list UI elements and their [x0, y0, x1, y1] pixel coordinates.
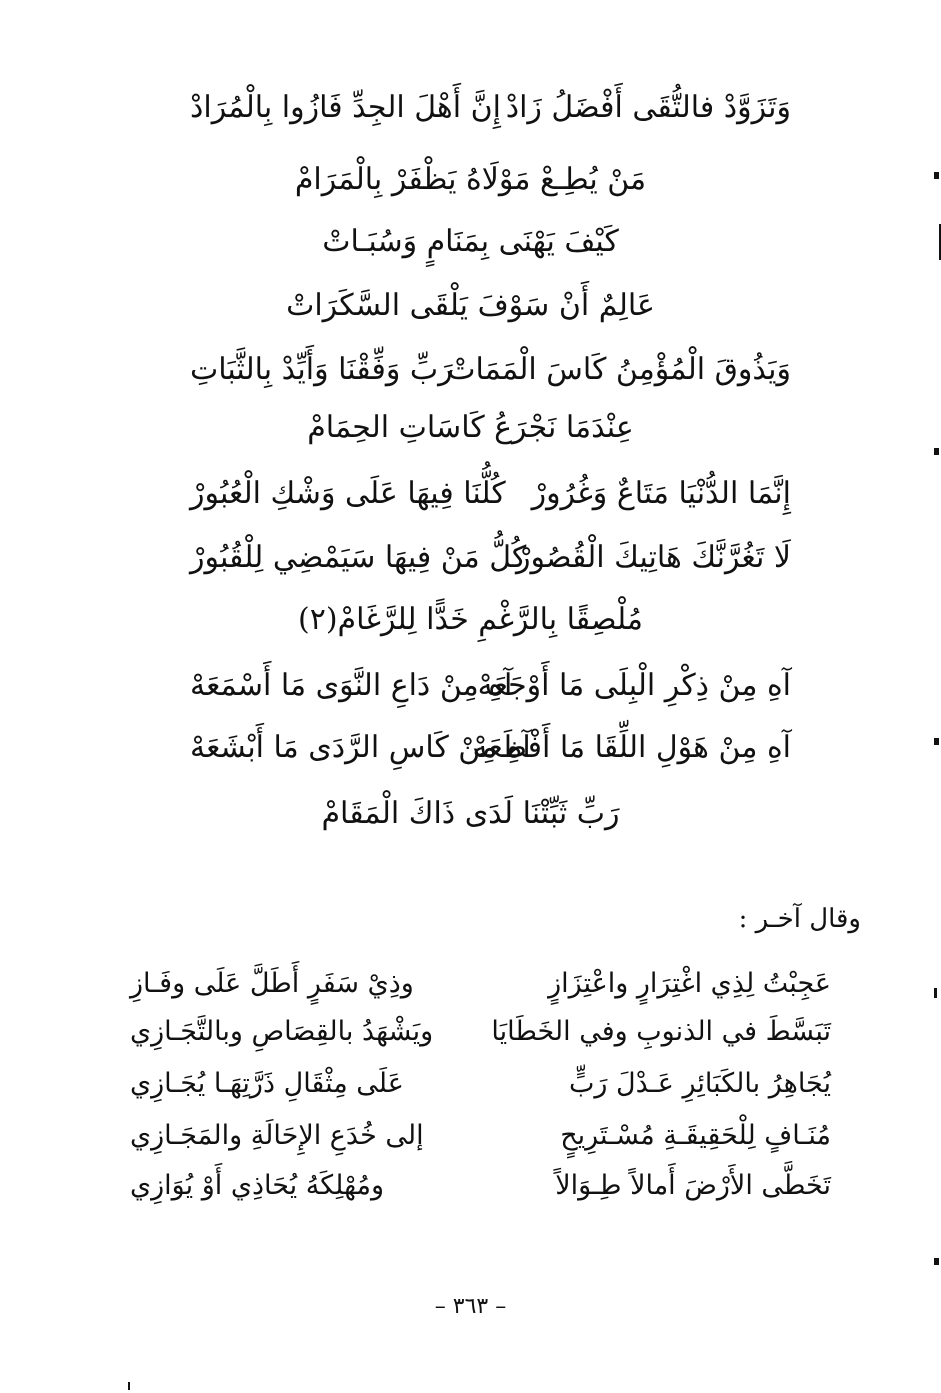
poem2-line-3-first-hemistich: يُجَاهِرُ بالكَبَائِرِ عَـدْلَ رَبٍّ — [569, 1068, 831, 1099]
poem2-line-4-second-hemistich: إلى خُدَعِ الإِحَالَةِ والمَجَـازِي — [130, 1120, 424, 1151]
poem1-line-9: مُلْصِقًا بِالرَّغْمِ خَدًّا لِلرَّغَامْ(٢) — [298, 602, 643, 637]
margin-dot-mark — [934, 738, 939, 745]
poem1-line-1-second-hemistich: إِنَّ أَهْلَ الجِدِّ فَازُوا بِالْمُرَادْ — [190, 90, 501, 125]
margin-dot-mark — [934, 988, 937, 998]
poem1-line-8-first-hemistich: لَا تَغُرَّنَّكَ هَاتِيكَ الْقُصُورْ — [515, 540, 791, 575]
poem2-line-2-second-hemistich: ويَشْهَدُ بالقِصَاصِ وبالتَّجَـازِي — [130, 1016, 434, 1047]
poem2-line-2-first-hemistich: تَبَسَّطَ في الذنوبِ وفي الخَطَايَا — [491, 1016, 831, 1047]
poem2-line-3-second-hemistich: عَلَى مِثْقَالِ ذَرَّتِهَـا يُجَـازِي — [130, 1068, 404, 1099]
poem1-line-5-second-hemistich: رَبِّ وَفِّقْنَا وَأَيِّدْ بِالثَّبَاتِ — [190, 352, 453, 387]
poem1-line-11-second-hemistich: آهِ مِنْ كَاسِ الرَّدَى مَا أَبْشَعَهْ — [190, 730, 531, 765]
poem1-line-5-first-hemistich: وَيَذُوقَ الْمُؤْمِنُ كَاسَ الْمَمَاتْ — [447, 352, 791, 387]
poem1-line-6: عِنْدَمَا نَجْرَعُ كَاسَاتِ الحِمَامْ — [307, 410, 634, 445]
margin-dot-mark — [934, 448, 939, 455]
poem1-line-10-first-hemistich: آهِ مِنْ ذِكْرِ الْبِلَى مَا أَوْجَعَهْ — [477, 668, 791, 703]
margin-dot-mark — [934, 1258, 939, 1265]
poem1-line-7-first-hemistich: إِنَّمَا الدُّنْيَا مَتَاعٌ وَغُرُورْ — [531, 476, 791, 511]
poem1-line-8-second-hemistich: كُلُّ مَنْ فِيهَا سَيَمْضِي لِلْقُبُورْ — [190, 540, 527, 575]
poem2-line-5-first-hemistich: تَخَطَّى الأَرْضَ أَمالاً طِـوَالاً — [555, 1170, 831, 1201]
margin-dot-mark — [934, 172, 939, 179]
poem1-line-12: رَبِّ ثَبِّتْنَا لَدَى ذَاكَ الْمَقَامْ — [321, 796, 620, 831]
poem1-line-3: كَيْفَ يَهْنَى بِمَنَامٍ وَسُبَـاتْ — [322, 224, 619, 259]
poem2-line-1-second-hemistich: وذِيْ سَفَرٍ أَطَلَّ عَلَى وفَـازِ — [130, 968, 414, 999]
poem2-heading: وقال آخـر : — [738, 904, 861, 934]
poem1-line-11-first-hemistich: آهِ مِنْ هَوْلِ اللِّقَا مَا أَفْظَعَهْ — [472, 730, 791, 765]
bottom-scan-mark — [128, 1382, 130, 1390]
poem1-line-7-second-hemistich: كُلُّنَا فِيهَا عَلَى وَشْكِ الْعُبُورْ — [190, 476, 506, 511]
page-number: – ٣٦٣ – — [434, 1294, 507, 1319]
poem1-line-10-second-hemistich: آهِ مِنْ دَاعِ النَّوَى مَا أَسْمَعَهْ — [190, 668, 513, 703]
poem2-line-4-first-hemistich: مُنَـافٍ لِلْحَقِيقَـةِ مُسْـتَرِيحٍ — [560, 1120, 831, 1151]
poem2-line-5-second-hemistich: ومُهْلِكَهُ يُحَاذِي أَوْ يُوَازِي — [130, 1170, 385, 1201]
poem1-line-1-first-hemistich: وَتَزَوَّدْ فالتُّقَى أَفْضَلُ زَادْ — [505, 90, 791, 125]
poem1-line-2: مَنْ يُطِـعْ مَوْلَاهُ يَظْفَرْ بِالْمَرَامْ — [294, 162, 647, 197]
poem2-line-1-first-hemistich: عَجِبْتُ لِذِي اغْتِرَارٍ واعْتِزَازٍ — [548, 968, 831, 999]
poem1-line-4: عَالِمٌ أَنْ سَوْفَ يَلْقَى السَّكَرَاتْ — [286, 288, 655, 323]
